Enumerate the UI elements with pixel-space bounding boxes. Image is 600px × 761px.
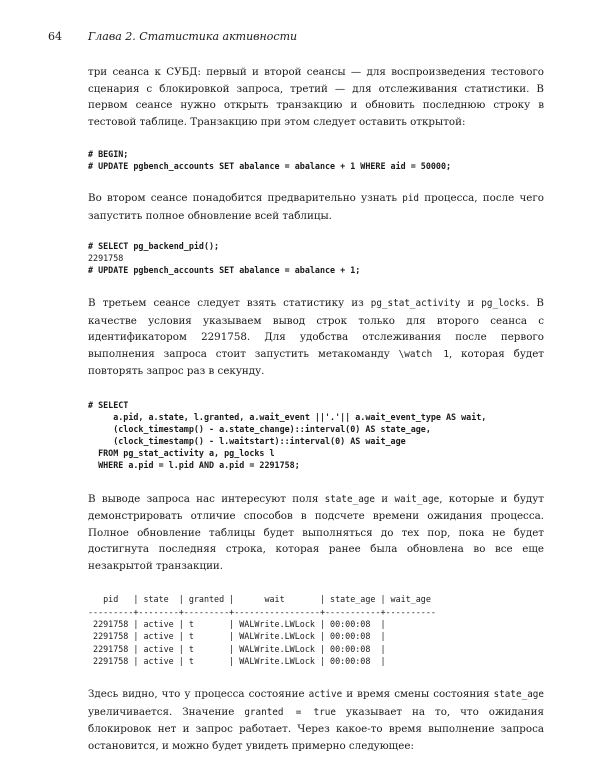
code-line: WHERE a.pid = l.pid AND a.pid = 2291758; [88,459,300,470]
inline-code: pg_locks [481,298,527,310]
inline-code: granted = true [244,706,337,718]
paragraph-session3: В третьем сеансе следует взять статистику из pg_stat_activity и pg_locks. В качестве условия указываем вывод строк только для второго сеанса с идентификатором 2291758. Для удобства отслеживания после первого выполнения запроса стоит запустить метакоманду \watch 1, которая будет повторять запрос раз в секунду. [88,297,545,378]
table-header: pid | state | granted | wait | state_age | wait_age [88,594,431,605]
page-content [88,64,544,755]
inline-code: pg_stat_activity [370,298,461,310]
table-separator: ---------+--------+---------+-----------------+-----------+---------- [88,606,436,617]
inline-code: state_age [493,689,544,701]
code-line: # BEGIN; [88,149,129,160]
code-block-query [88,400,544,471]
paragraph-intro: три сеанса к СУБД: первый и второй сеансы — для воспроизведения тестового сценария с блокировкой запроса, третий — для отслеживания статистики. В первом сеансе нужно открыть транзакцию и обновить последнюю строку в тестовой таблице. Транзакцию при этом следует оставить открытой: [88,66,544,128]
code-line: # UPDATE pgbench_accounts SET abalance = abalance + 1 WHERE aid = 50000; [88,161,452,172]
code-block-session1 [88,149,544,173]
code-line: FROM pg_stat_activity a, pg_locks l [88,447,275,458]
inline-code: pid [402,193,420,205]
inline-code: wait_age [394,493,440,505]
table-row: 2291758 | active | t | WALWrite.LWLock | 00:00:08 | [88,631,386,642]
table-row: 2291758 | active | t | WALWrite.LWLock | 00:00:08 | [88,643,386,654]
paragraph-conclusion: Здесь видно, что у процесса состояние active и время смены состояния state_age увеличивается. Значение granted = true указывает на то, что ожидания блокировок нет и запрос работает. Через какое-то время выполнение запроса остановится, и можно будет увидеть примерно следующее: [88,688,544,753]
table-row: 2291758 | active | t | WALWrite.LWLock | 00:00:08 | [88,655,386,666]
page-number: 64 [48,30,62,43]
inline-code: active [308,689,343,701]
code-line: # SELECT pg_backend_pid(); [88,241,220,252]
code-line: a.pid, a.state, l.granted, a.wait_event ||'.'|| a.wait_event_type AS wait, [88,411,487,422]
inline-code: state_age [324,493,375,505]
query-result-table [88,593,544,667]
code-block-session2 [88,241,544,277]
inline-code: \watch 1 [398,348,449,360]
running-title: Глава 2. Статистика активности [88,30,298,43]
code-line: # UPDATE pgbench_accounts SET abalance = abalance + 1; [88,265,361,276]
code-result: 2291758 [88,253,124,264]
code-line: (clock_timestamp() - a.state_change)::interval(0) AS state_age, [88,423,431,434]
code-line: (clock_timestamp() - l.waitstart)::interval(0) AS wait_age [88,435,406,446]
code-line: # SELECT [88,400,129,411]
paragraph-session2: Во втором сеансе понадобится предварительно узнать pid процесса, после чего запустить полное обновление всей таблицы. [88,192,544,222]
paragraph-output-explanation: В выводе запроса нас интересуют поля state_age и wait_age, которые и будут демонстрировать отличие способов в подсчете времени ожидания процесса. Полное обновление таблицы будет выполняться до тех пор, пока не будет достигнута последняя строка, которая ранее была обновлена во все еще незакрытой транзакции. [88,492,544,572]
table-row: 2291758 | active | t | WALWrite.LWLock | 00:00:08 | [88,619,386,630]
